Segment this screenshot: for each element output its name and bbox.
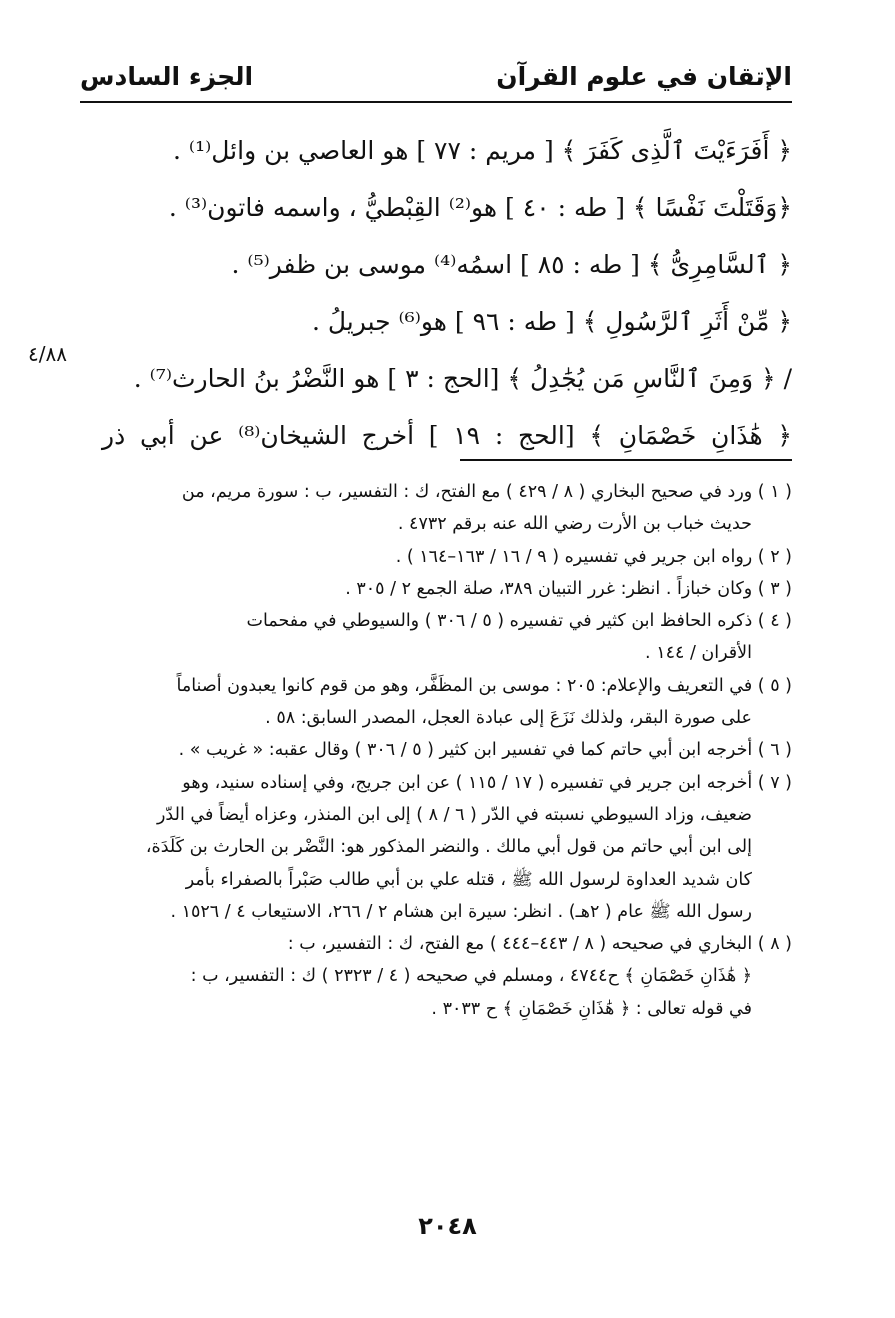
volume-label: الجزء السادس — [80, 62, 254, 91]
footnote-line: الأقران / ١٤٤ . — [645, 643, 752, 664]
footnote-line: ضعيف، وزاد السيوطي نسبته في الدّر ( ٦ / ٨ ) إلى ابن المنذر، وعزاه أيضاً في الدّر — [156, 804, 752, 825]
footnote-line: ( ٢ ) رواه ابن جرير في تفسيره ( ٩ / ١٦ / ١٦٣–١٦٤ ) . — [395, 546, 792, 567]
main-line-2: ﴿وَقَتَلْتَ نَفْسًا ﴾ [ طه : ٤٠ ] هو⁽²⁾ القِبْطيُّ ، واسمه فاتون⁽³⁾ . — [168, 193, 792, 222]
footnote-line: كان شديد العداوة لرسول الله ﷺ ، قتله علي بن أبي طالب صَبْراً بالصفراء بأمر — [185, 869, 752, 890]
footnote-line: ( ٧ ) أخرجه ابن جرير في تفسيره ( ١٧ / ١١٥ ) عن ابن جريج، وفي إسناده سنيد، وهو — [182, 772, 792, 793]
header-rule — [80, 101, 792, 103]
margin-page-reference: ٤/٨٨ — [28, 342, 67, 366]
book-title: الإتقان في علوم القرآن — [496, 62, 792, 91]
footnote-line: إلى ابن أبي حاتم من قول أبي مالك . والنضر المذكور هو: النَّضْر بن الحارث بن كَلَدَة، — [145, 837, 752, 858]
footnote-line: رسول الله ﷺ عام ( ٢هـ) . انظر: سيرة ابن هشام ٢ / ٢٦٦، الاستيعاب ٤ / ١٥٢٦ . — [170, 901, 752, 922]
main-line-5: / ﴿ وَمِنَ ٱلنَّاسِ مَن يُجَٰدِلُ ﴾ [الحج : ٣ ] هو النَّضْرُ بنُ الحارث⁽⁷⁾ . — [133, 364, 792, 393]
footnote-line: ( ٨ ) البخاري في صحيحه ( ٨ / ٤٤٣–٤٤٤ ) مع الفتح، ك : التفسير، ب : — [287, 934, 792, 955]
footnote-line: على صورة البقر، ولذلك نَزَعَ إلى عبادة العجل، المصدر السابق: ٥٨ . — [265, 708, 752, 729]
main-line-4: ﴿ مِّنْ أَثَرِ ٱلرَّسُولِ ﴾ [ طه : ٩٦ ] هو⁽⁶⁾ جبريلُ . — [311, 307, 792, 336]
footnote-line: ( ٥ ) في التعريف والإعلام: ٢٠٥ : موسى بن المظَفَّر، وهو من قوم كانوا يعبدون أصناماً — [176, 675, 792, 696]
main-line-6: ﴿ هَٰذَانِ خَصْمَانِ ﴾ [الحج : ١٩ ] أخرج الشيخان⁽⁸⁾ عن أبي ذر — [102, 421, 793, 450]
running-header — [80, 56, 792, 102]
footnote-line: ﴿ هَٰذَانِ خَصْمَانِ ﴾ ح٤٧٤٤ ، ومسلم في صحيحه ( ٤ / ٢٣٢٣ ) ك : التفسير، ب : — [190, 966, 752, 987]
footnote-line: حديث خباب بن الأرت رضي الله عنه برقم ٤٧٣٢ . — [397, 514, 752, 535]
main-line-3: ﴿ ٱلسَّامِرِىُّ ﴾ [ طه : ٨٥ ] اسمُه⁽⁴⁾ موسى بن ظفر⁽⁵⁾ . — [231, 250, 792, 279]
footnote-separator — [460, 459, 792, 461]
page-number: ٢٠٤٨ — [418, 1212, 477, 1240]
footnote-line: ( ٤ ) ذكره الحافظ ابن كثير في تفسيره ( ٥ / ٣٠٦ ) والسيوطي في مفحمات — [246, 611, 792, 632]
footnote-line: ( ١ ) ورد في صحيح البخاري ( ٨ / ٤٢٩ ) مع الفتح، ك : التفسير، ب : سورة مريم، من — [181, 482, 792, 502]
main-line-1: ﴿ أَفَرَءَيْتَ ٱلَّذِى كَفَرَ ﴾ [ مريم : ٧٧ ] هو العاصي بن وائل⁽¹⁾ . — [173, 136, 792, 165]
footnote-line: في قوله تعالى : ﴿ هَٰذَانِ خَصْمَانِ ﴾ ح ٣٠٣٣ . — [431, 998, 752, 1019]
footnotes — [80, 476, 792, 1025]
footnote-line: ( ٦ ) أخرجه ابن أبي حاتم كما في تفسير ابن كثير ( ٥ / ٣٠٦ ) وقال عقبه: « غريب » . — [178, 740, 792, 761]
main-text — [102, 122, 792, 464]
footnote-line: ( ٣ ) وكان خبازاً . انظر: غرر التبيان ٣٨٩، صلة الجمع ٢ / ٣٠٥ . — [345, 578, 792, 599]
